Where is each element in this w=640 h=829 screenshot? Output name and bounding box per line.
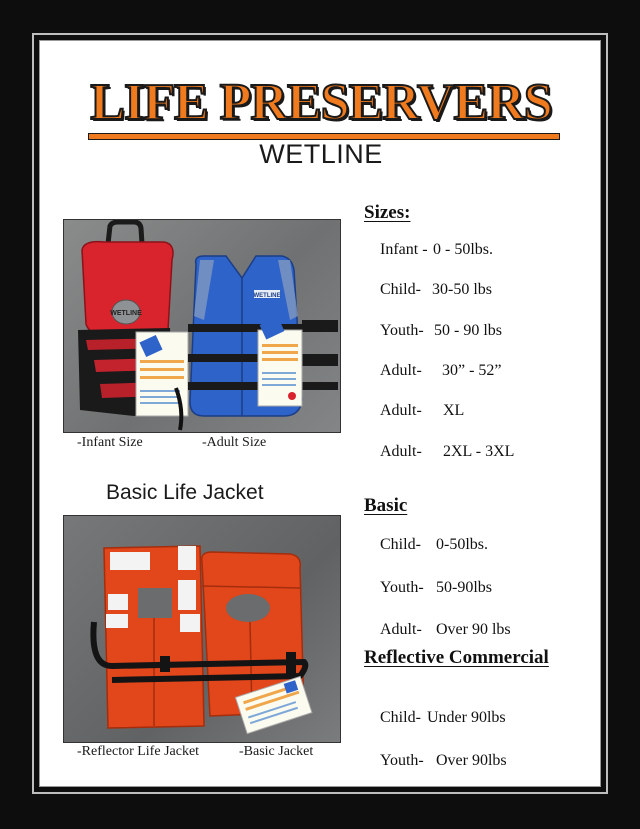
size-value: 0-50lbs. — [436, 536, 488, 553]
infant-vest-brand: WETLINE — [110, 310, 142, 317]
flyer-page — [39, 40, 601, 787]
size-label: Adult- — [380, 402, 422, 419]
infant-vest-collar — [82, 242, 173, 341]
size-label: Child- — [380, 709, 421, 726]
size-value: 30” - 52” — [442, 362, 502, 379]
infant-vest-handle — [108, 222, 142, 244]
jackets-illustration — [64, 516, 340, 742]
size-label: Adult- — [380, 362, 422, 379]
size-label: Infant - — [380, 241, 428, 258]
vests-illustration — [64, 220, 340, 432]
size-label: Youth- — [380, 322, 424, 339]
size-value: 30-50 lbs — [432, 281, 492, 298]
size-value: 2XL - 3XL — [443, 443, 515, 460]
brand-subtitle: WETLINE — [259, 139, 383, 169]
basic-life-jacket-heading: Basic Life Jacket — [106, 481, 264, 504]
size-label: Adult- — [380, 621, 422, 638]
sizes-heading: Sizes: — [364, 202, 411, 223]
adult-vest-brand: WETLINE — [253, 293, 281, 299]
size-value: 50 - 90 lbs — [434, 322, 502, 339]
size-label: Adult- — [380, 443, 422, 460]
caption-reflector-jacket: -Reflector Life Jacket — [77, 744, 200, 759]
reflective-commercial-heading: Reflective Commercial — [364, 647, 549, 668]
size-value: Over 90 lbs — [436, 621, 511, 638]
caption-infant-size: -Infant Size — [77, 435, 143, 450]
caption-basic-jacket: -Basic Jacket — [239, 744, 314, 759]
size-label: Youth- — [380, 579, 424, 596]
infant-adult-vests-photo — [63, 219, 341, 433]
reflective-row-youth — [364, 734, 507, 788]
size-value: XL — [443, 402, 465, 419]
basic-heading: Basic — [364, 495, 408, 516]
orange-jackets-photo — [63, 515, 341, 743]
size-value: Under 90lbs — [427, 709, 506, 726]
size-value: Over 90lbs — [436, 752, 507, 769]
page-title: LIFE PRESERVERS — [90, 74, 552, 131]
size-row-adult-2xl — [364, 425, 515, 479]
reflector-patch — [110, 552, 150, 570]
size-label: Child- — [380, 281, 421, 298]
size-label: Youth- — [380, 752, 424, 769]
size-label: Child- — [380, 536, 421, 553]
size-value: 0 - 50lbs. — [433, 241, 493, 258]
size-value: 50-90lbs — [436, 579, 492, 596]
caption-adult-size: -Adult Size — [202, 435, 267, 450]
